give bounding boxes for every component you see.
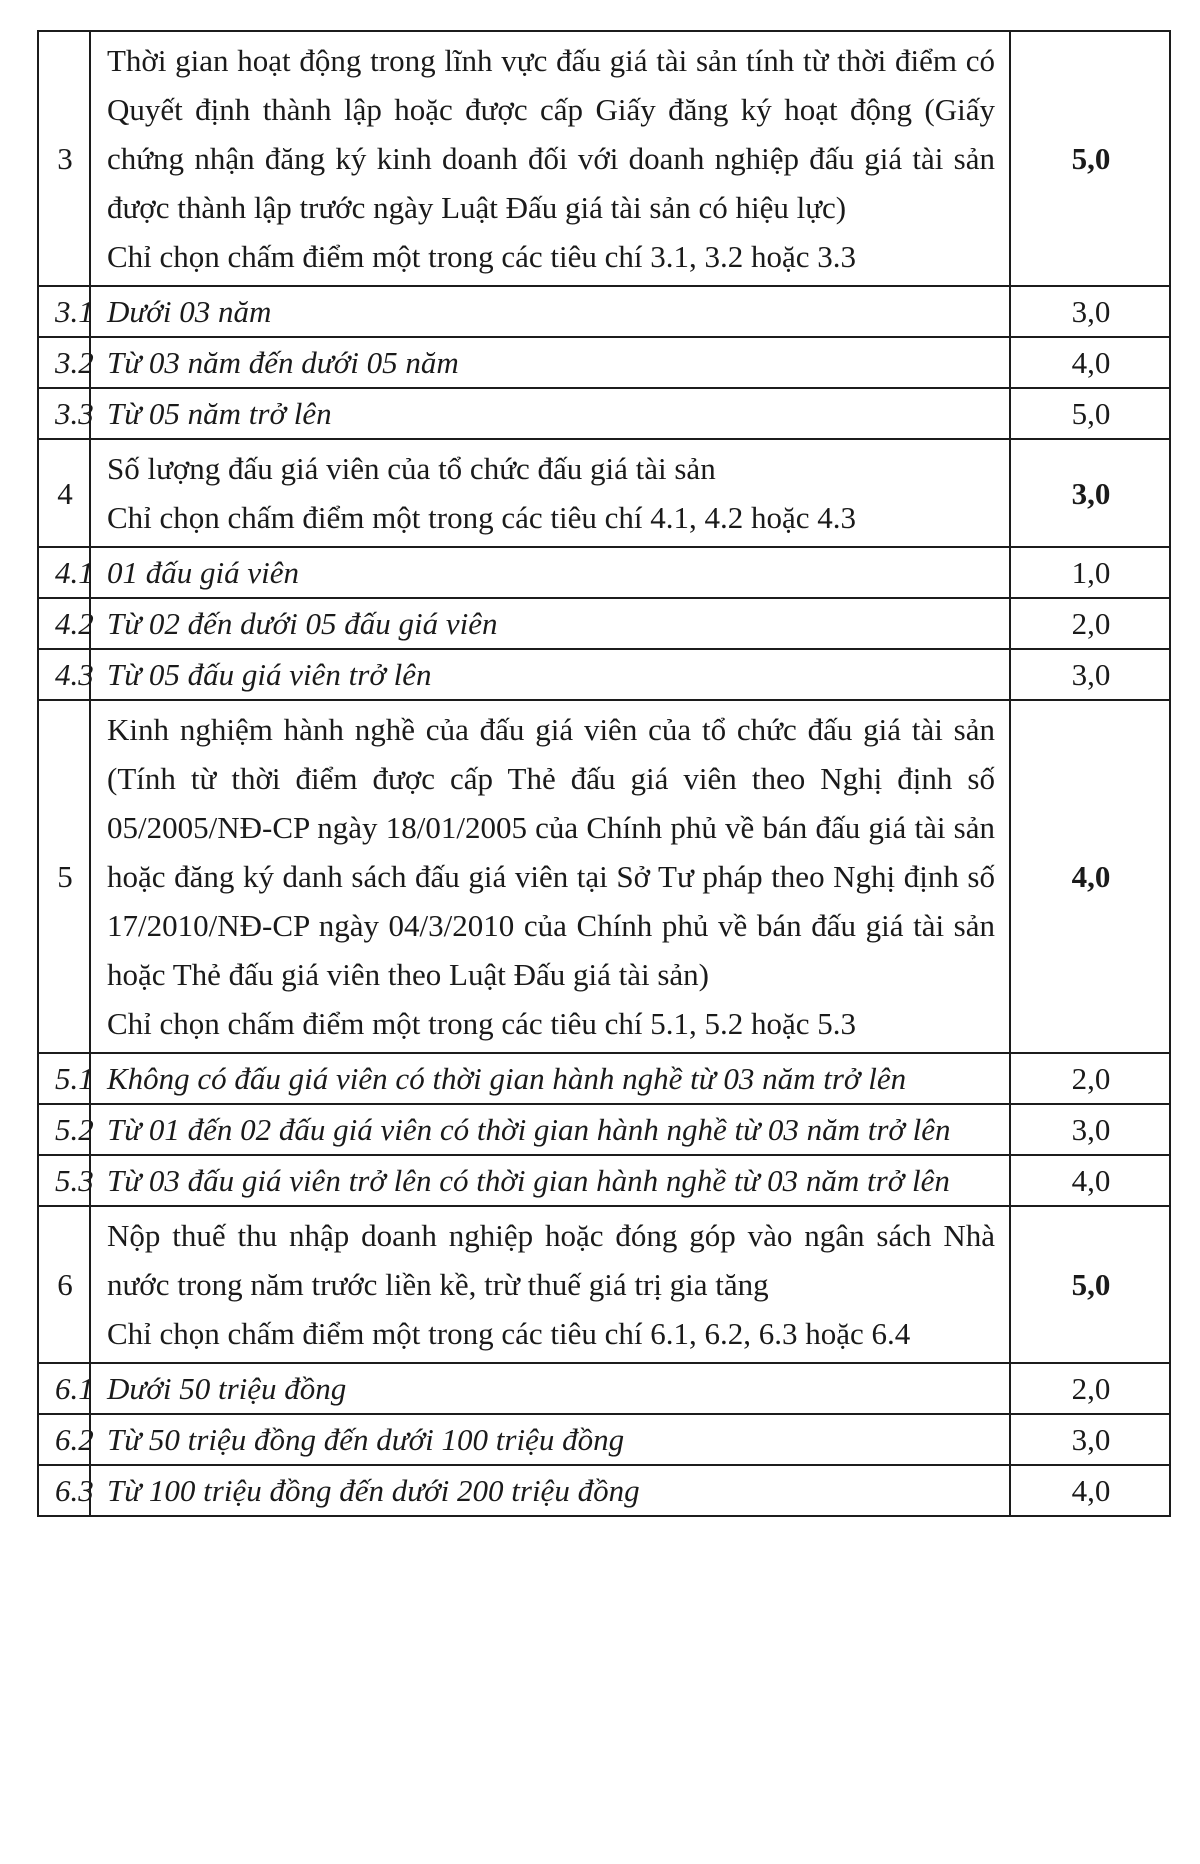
sub-criterion-score: 3,0 — [1010, 1414, 1170, 1465]
criterion-description — [90, 1206, 1010, 1363]
sub-criterion-row — [38, 1053, 1170, 1104]
criterion-number: 4 — [38, 439, 90, 547]
criterion-description — [90, 439, 1010, 547]
sub-criterion-text: Từ 03 đấu giá viên trở lên có thời gian hành nghề từ 03 năm trở lên — [90, 1155, 1010, 1206]
sub-criterion-number: 3.1 — [38, 286, 90, 337]
sub-criterion-text: Không có đấu giá viên có thời gian hành nghề từ 03 năm trở lên — [90, 1053, 1010, 1104]
criterion-row — [38, 439, 1170, 547]
sub-criterion-row — [38, 286, 1170, 337]
sub-criterion-row — [38, 337, 1170, 388]
sub-criterion-row — [38, 1414, 1170, 1465]
sub-criterion-text: 01 đấu giá viên — [90, 547, 1010, 598]
criterion-number: 6 — [38, 1206, 90, 1363]
sub-criterion-text: Dưới 03 năm — [90, 286, 1010, 337]
criterion-note: Chỉ chọn chấm điểm một trong các tiêu chí 4.1, 4.2 hoặc 4.3 — [107, 500, 856, 535]
sub-criterion-score: 2,0 — [1010, 598, 1170, 649]
criterion-score: 5,0 — [1010, 1206, 1170, 1363]
sub-criterion-score: 3,0 — [1010, 1104, 1170, 1155]
criterion-note: Chỉ chọn chấm điểm một trong các tiêu chí 5.1, 5.2 hoặc 5.3 — [107, 1006, 856, 1041]
sub-criterion-text: Từ 05 năm trở lên — [90, 388, 1010, 439]
criterion-text: Kinh nghiệm hành nghề của đấu giá viên của tổ chức đấu giá tài sản (Tính từ thời điểm được cấp Thẻ đấu giá viên theo Nghị định số 05/2005/NĐ-CP ngày 18/01/2005 của Chính phủ về bán đấu giá tài sản hoặc đăng ký danh sách đấu giá viên tại Sở Tư pháp theo Nghị định số 17/2010/NĐ-CP ngày 04/3/2010 của Chính phủ về bán đấu giá tài sản hoặc Thẻ đấu giá viên theo Luật Đấu giá tài sản) — [107, 712, 995, 992]
criterion-text: Số lượng đấu giá viên của tổ chức đấu giá tài sản — [107, 451, 716, 486]
sub-criterion-row — [38, 388, 1170, 439]
sub-criterion-score: 2,0 — [1010, 1363, 1170, 1414]
sub-criterion-score: 4,0 — [1010, 1465, 1170, 1516]
sub-criterion-score: 4,0 — [1010, 1155, 1170, 1206]
criterion-row — [38, 1206, 1170, 1363]
sub-criterion-row — [38, 547, 1170, 598]
criterion-number: 3 — [38, 31, 90, 286]
sub-criterion-row — [38, 1363, 1170, 1414]
criterion-description — [90, 700, 1010, 1053]
sub-criterion-row — [38, 598, 1170, 649]
sub-criterion-text: Từ 100 triệu đồng đến dưới 200 triệu đồng — [90, 1465, 1010, 1516]
sub-criterion-score: 3,0 — [1010, 286, 1170, 337]
criterion-score: 5,0 — [1010, 31, 1170, 286]
sub-criterion-number: 4.1 — [38, 547, 90, 598]
sub-criterion-text: Từ 03 năm đến dưới 05 năm — [90, 337, 1010, 388]
sub-criterion-score: 4,0 — [1010, 337, 1170, 388]
sub-criterion-number: 4.3 — [38, 649, 90, 700]
criterion-score: 3,0 — [1010, 439, 1170, 547]
sub-criterion-number: 3.3 — [38, 388, 90, 439]
sub-criterion-row — [38, 649, 1170, 700]
sub-criterion-number: 6.1 — [38, 1363, 90, 1414]
criterion-text: Thời gian hoạt động trong lĩnh vực đấu giá tài sản tính từ thời điểm có Quyết định thành lập hoặc được cấp Giấy đăng ký hoạt động (Giấy chứng nhận đăng ký kinh doanh đối với doanh nghiệp đấu giá tài sản được thành lập trước ngày Luật Đấu giá tài sản có hiệu lực) — [107, 43, 995, 225]
sub-criterion-text: Từ 05 đấu giá viên trở lên — [90, 649, 1010, 700]
sub-criterion-text: Từ 50 triệu đồng đến dưới 100 triệu đồng — [90, 1414, 1010, 1465]
criterion-number: 5 — [38, 700, 90, 1053]
sub-criterion-number: 5.1 — [38, 1053, 90, 1104]
sub-criterion-score: 5,0 — [1010, 388, 1170, 439]
sub-criterion-number: 6.3 — [38, 1465, 90, 1516]
page-crop-edge — [0, 0, 1200, 30]
criterion-score: 4,0 — [1010, 700, 1170, 1053]
sub-criterion-text: Từ 01 đến 02 đấu giá viên có thời gian hành nghề từ 03 năm trở lên — [90, 1104, 1010, 1155]
sub-criterion-row — [38, 1104, 1170, 1155]
criteria-table — [37, 30, 1171, 1517]
sub-criterion-score: 3,0 — [1010, 649, 1170, 700]
criterion-note: Chỉ chọn chấm điểm một trong các tiêu chí 3.1, 3.2 hoặc 3.3 — [107, 239, 856, 274]
sub-criterion-row — [38, 1155, 1170, 1206]
sub-criterion-text: Dưới 50 triệu đồng — [90, 1363, 1010, 1414]
sub-criterion-text: Từ 02 đến dưới 05 đấu giá viên — [90, 598, 1010, 649]
sub-criterion-number: 6.2 — [38, 1414, 90, 1465]
criterion-row — [38, 31, 1170, 286]
sub-criterion-score: 1,0 — [1010, 547, 1170, 598]
criterion-row — [38, 700, 1170, 1053]
sub-criterion-number: 5.3 — [38, 1155, 90, 1206]
criterion-note: Chỉ chọn chấm điểm một trong các tiêu chí 6.1, 6.2, 6.3 hoặc 6.4 — [107, 1316, 911, 1351]
sub-criterion-number: 5.2 — [38, 1104, 90, 1155]
criterion-text: Nộp thuế thu nhập doanh nghiệp hoặc đóng góp vào ngân sách Nhà nước trong năm trước liền kề, trừ thuế giá trị gia tăng — [107, 1218, 995, 1302]
criterion-description — [90, 31, 1010, 286]
sub-criterion-number: 3.2 — [38, 337, 90, 388]
sub-criterion-row — [38, 1465, 1170, 1516]
sub-criterion-number: 4.2 — [38, 598, 90, 649]
sub-criterion-score: 2,0 — [1010, 1053, 1170, 1104]
criteria-table-body — [38, 31, 1170, 1516]
